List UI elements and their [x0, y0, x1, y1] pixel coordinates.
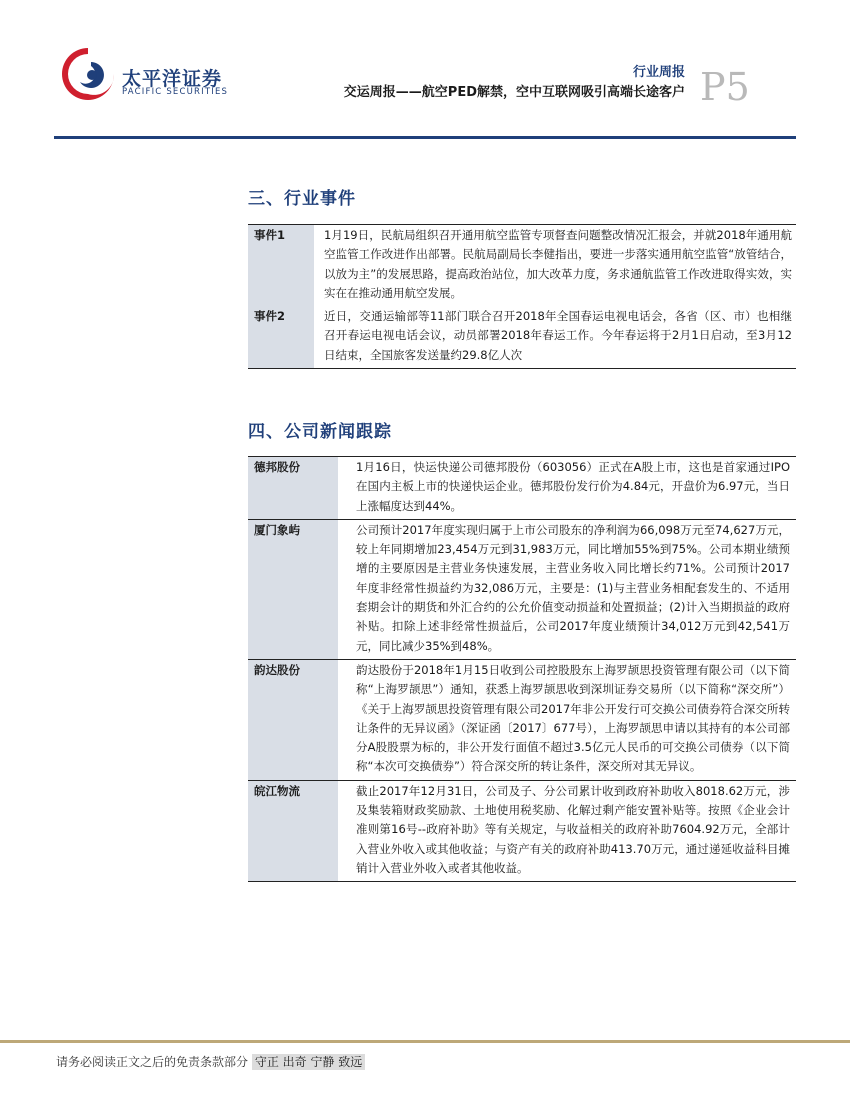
event-label: 事件2	[248, 306, 314, 368]
table-row	[248, 457, 796, 520]
company-news-text: 截止2017年12月31日，公司及子、分公司累计收到政府补助收入8018.62万元，涉及集装箱财政奖励款、土地使用税奖励、化解过剩产能安置补贴等。按照《企业会计准则第16号--政府补助》等有关规定，与收益相关的政府补助7604.92万元，全部计入营业外收入或其他收益；与资产有关的政府补助413.70万元，通过递延收益科目摊销计入营业外收入或者其他收益。	[338, 780, 796, 881]
footer-motto: 守正 出奇 宁静 致远	[252, 1054, 365, 1070]
table-row	[248, 659, 796, 780]
industry-events-table	[248, 224, 796, 369]
table-row	[248, 306, 796, 368]
footer-disclaimer: 请务必阅读正文之后的免责条款部分	[56, 1055, 249, 1069]
company-name: 韵达股份	[248, 659, 338, 780]
report-title: 交运周报——航空PED解禁，空中互联网吸引高端长途客户	[343, 85, 685, 100]
company-news-table	[248, 456, 796, 882]
company-news-text: 韵达股份于2018年1月15日收到公司控股股东上海罗颉思投资管理有限公司（以下简称“上海罗颉思”）通知，获悉上海罗颉思收到深圳证券交易所（以下简称“深交所”）《关于上海罗颉思投资管理有限公司2017年非公开发行可交换公司债券符合深交所转让条件的无异议函》（深证函〔2017〕677号），上海罗颉思申请以其持有的本公司部分A股股票为标的，非公开发行面值不超过3.5亿元人民币的可交换公司债券（以下简称“本次可交换债券”）符合深交所的转让条件，深交所对其无异议。	[338, 659, 796, 780]
company-name: 厦门象屿	[248, 519, 338, 659]
footer-divider	[0, 1040, 850, 1043]
section-title-company-news: 四、公司新闻跟踪	[248, 422, 392, 442]
page-header	[0, 0, 850, 140]
pacific-securities-logo-icon	[58, 44, 118, 104]
company-name: 德邦股份	[248, 457, 338, 520]
header-divider	[54, 136, 796, 139]
brand-name-en: PACIFIC SECURITIES	[122, 87, 229, 97]
page-footer	[56, 1053, 365, 1070]
event-text: 1月19日，民航局组织召开通用航空监管专项督查问题整改情况汇报会，并就2018年通用航空监管工作改进作出部署。民航局副局长李健指出，要进一步落实通用航空监管“放管结合，以放为主”的发展思路，提高政治站位，加大改革力度，务求通航监管工作改进取得实效，实实在在推动通用航空发展。	[324, 228, 792, 300]
company-name: 皖江物流	[248, 780, 338, 881]
page-number: P5	[700, 65, 750, 109]
table-row	[248, 225, 796, 307]
table-row	[248, 780, 796, 881]
brand-name-cn: 太平洋证券	[122, 68, 223, 90]
report-category: 行业周报	[632, 65, 685, 80]
event-label: 事件1	[248, 225, 314, 307]
event-text: 近日，交通运输部等11部门联合召开2018年全国春运电视电话会，各省（区、市）也相继召开春运电视电话会议，动员部署2018年春运工作。今年春运将于2月1日启动，至3月12日结束，全国旅客发送量约29.8亿人次	[324, 309, 792, 362]
company-news-text: 1月16日，快运快递公司德邦股份（603056）正式在A股上市，这也是首家通过IPO在国内主板上市的快递快运企业。德邦股份发行价为4.84元，开盘价为6.97元，当日上涨幅度达到44%。	[356, 460, 790, 513]
company-news-text: 公司预计2017年度实现归属于上市公司股东的净利润为66,098万元至74,627万元，较上年同期增加23,454万元到31,983万元，同比增加55%到75%。公司本期业绩预增的主要原因是主营业务快速发展，主营业务收入同比增长约71%。公司预计2017年度非经常性损益约为32,086万元，主要是：(1)与主营业务相配套发生的、不适用套期会计的期货和外汇合约的公允价值变动损益和处置损益；(2)计入当期损益的政府补贴。扣除上述非经常性损益后，公司2017年度业绩预计34,012万元到42,541万元，同比减少35%到48%。	[338, 519, 796, 659]
section-title-industry-events: 三、行业事件	[248, 189, 356, 209]
table-row	[248, 519, 796, 659]
